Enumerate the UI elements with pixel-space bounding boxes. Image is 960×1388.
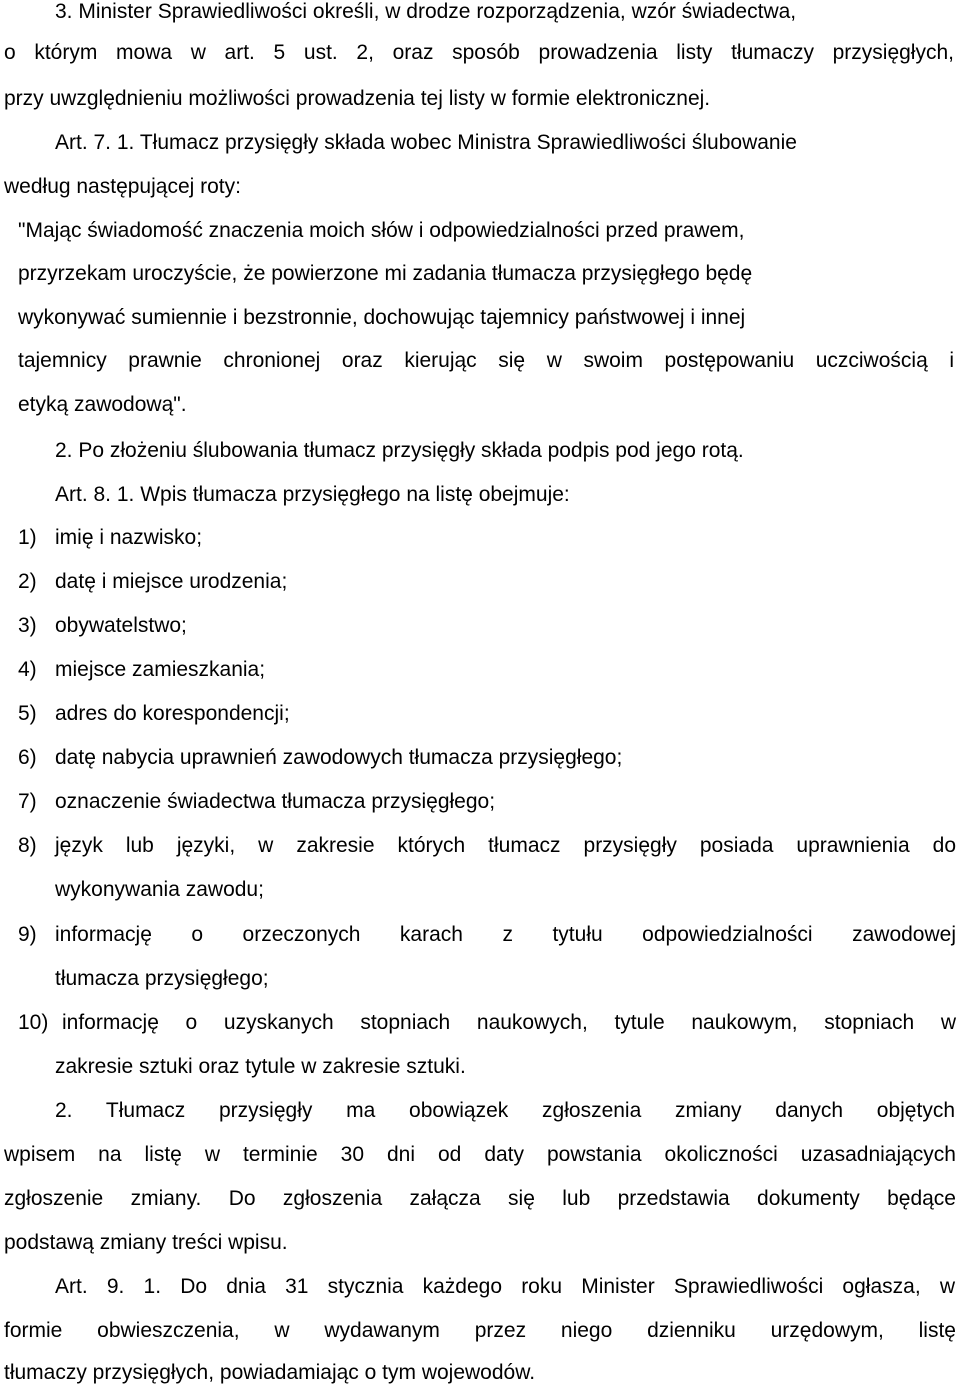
art-9-line-3: tłumaczy przysięgłych, powiadamiając o tym wojewodów.	[4, 1361, 536, 1384]
list-item-continuation	[0, 1052, 960, 1082]
list-item-text: wykonywania zawodu;	[55, 878, 264, 901]
art-7-line-2: według następującej roty:	[4, 175, 241, 198]
art-9-heading: Art. 9. 1.	[55, 1275, 162, 1298]
paragraph-3-line-3: przy uwzględnieniu możliwości prowadzenia tej listy w formie elektronicznej.	[4, 87, 711, 110]
paragraph-3-line-1: 3. Minister Sprawiedliwości określi, w drodze rozporządzenia, wzór świadectwa,	[55, 0, 797, 23]
art-8-line-1	[55, 480, 960, 510]
list-item-text: informację o uzyskanych stopniach naukowych, tytule naukowym, stopniach w	[62, 1011, 956, 1034]
list-item-number: 6)	[18, 746, 37, 769]
art-7-line-1	[55, 128, 955, 158]
list-item	[0, 655, 960, 685]
list-item-number: 2)	[18, 570, 37, 593]
list-item-number: 1)	[18, 526, 37, 549]
list-item-number: 7)	[18, 790, 37, 813]
list-item	[0, 743, 960, 773]
list-item	[0, 699, 960, 729]
list-item	[0, 523, 960, 553]
list-item-text: datę nabycia uprawnień zawodowych tłumacza przysięgłego;	[55, 746, 623, 769]
list-item	[0, 831, 960, 861]
list-item-number: 5)	[18, 702, 37, 725]
list-item	[0, 787, 960, 817]
art-9-text: Do dnia 31 stycznia każdego roku Minister Sprawiedliwości ogłasza, w	[180, 1275, 955, 1298]
list-item-text: datę i miejsce urodzenia;	[55, 570, 288, 593]
list-item-text: zakresie sztuki oraz tytule w zakresie sztuki.	[55, 1055, 466, 1078]
paragraph-3-line-2: o którym mowa w art. 5 ust. 2, oraz sposób prowadzenia listy tłumaczy przysięgłych,	[4, 41, 954, 64]
art-8-paragraph-2-line-4: podstawą zmiany treści wpisu.	[4, 1231, 288, 1254]
art-8-paragraph-2-line-2: wpisem na listę w terminie 30 dni od daty powstania okoliczności uzasadniających	[4, 1143, 956, 1166]
list-item-text: adres do korespondencji;	[55, 702, 290, 725]
art-7-heading: Art. 7. 1.	[55, 131, 135, 154]
list-item-text: język lub języki, w zakresie których tłumacz przysięgły posiada uprawnienia do	[55, 834, 956, 857]
list-item	[0, 611, 960, 641]
art-7-paragraph-2: 2. Po złożeniu ślubowania tłumacz przysięgły składa podpis pod jego rotą.	[55, 439, 744, 462]
list-item-number: 8)	[18, 834, 37, 857]
list-item-number: 10)	[18, 1011, 49, 1034]
list-item-number: 9)	[18, 923, 37, 946]
oath-line-2: przyrzekam uroczyście, że powierzone mi zadania tłumacza przysięgłego będę	[18, 262, 753, 285]
oath-line-3: wykonywać sumiennie i bezstronnie, dochowując tajemnicy państwowej i innej	[18, 306, 746, 329]
art-9-line-1	[55, 1272, 955, 1302]
list-item-number: 4)	[18, 658, 37, 681]
list-item	[0, 920, 960, 950]
list-item-text: miejsce zamieszkania;	[55, 658, 266, 681]
list-item-number: 3)	[18, 614, 37, 637]
art-8-paragraph-2-line-3: zgłoszenie zmiany. Do zgłoszenia załącza się lub przedstawia dokumenty będące	[4, 1187, 956, 1210]
oath-line-1: "Mając świadomość znaczenia moich słów i odpowiedzialności przed prawem,	[18, 219, 745, 242]
list-item-text: tłumacza przysięgłego;	[55, 967, 269, 990]
list-item-continuation	[0, 875, 960, 905]
art-9-line-2: formie obwieszczenia, w wydawanym przez niego dzienniku urzędowym, listę	[4, 1319, 956, 1342]
list-item-text: imię i nazwisko;	[55, 526, 203, 549]
list-item-text: obywatelstwo;	[55, 614, 187, 637]
oath-line-5: etyką zawodową".	[18, 393, 187, 416]
list-item-continuation	[0, 964, 960, 994]
art-8-intro: Wpis tłumacza przysięgłego na listę obejmuje:	[140, 483, 570, 506]
list-item	[0, 1008, 960, 1038]
list-item-text: informację o orzeczonych karach z tytułu odpowiedzialności zawodowej	[55, 923, 956, 946]
list-item-text: oznaczenie świadectwa tłumacza przysięgłego;	[55, 790, 496, 813]
oath-line-4: tajemnicy prawnie chronionej oraz kierując się w swoim postępowaniu uczciwością i	[18, 349, 954, 372]
art-8-heading: Art. 8. 1.	[55, 483, 135, 506]
art-8-paragraph-2-line-1: 2. Tłumacz przysięgły ma obowiązek zgłoszenia zmiany danych objętych	[55, 1099, 955, 1122]
list-item	[0, 567, 960, 597]
art-7-text: Tłumacz przysięgły składa wobec Ministra Sprawiedliwości ślubowanie	[139, 131, 797, 154]
